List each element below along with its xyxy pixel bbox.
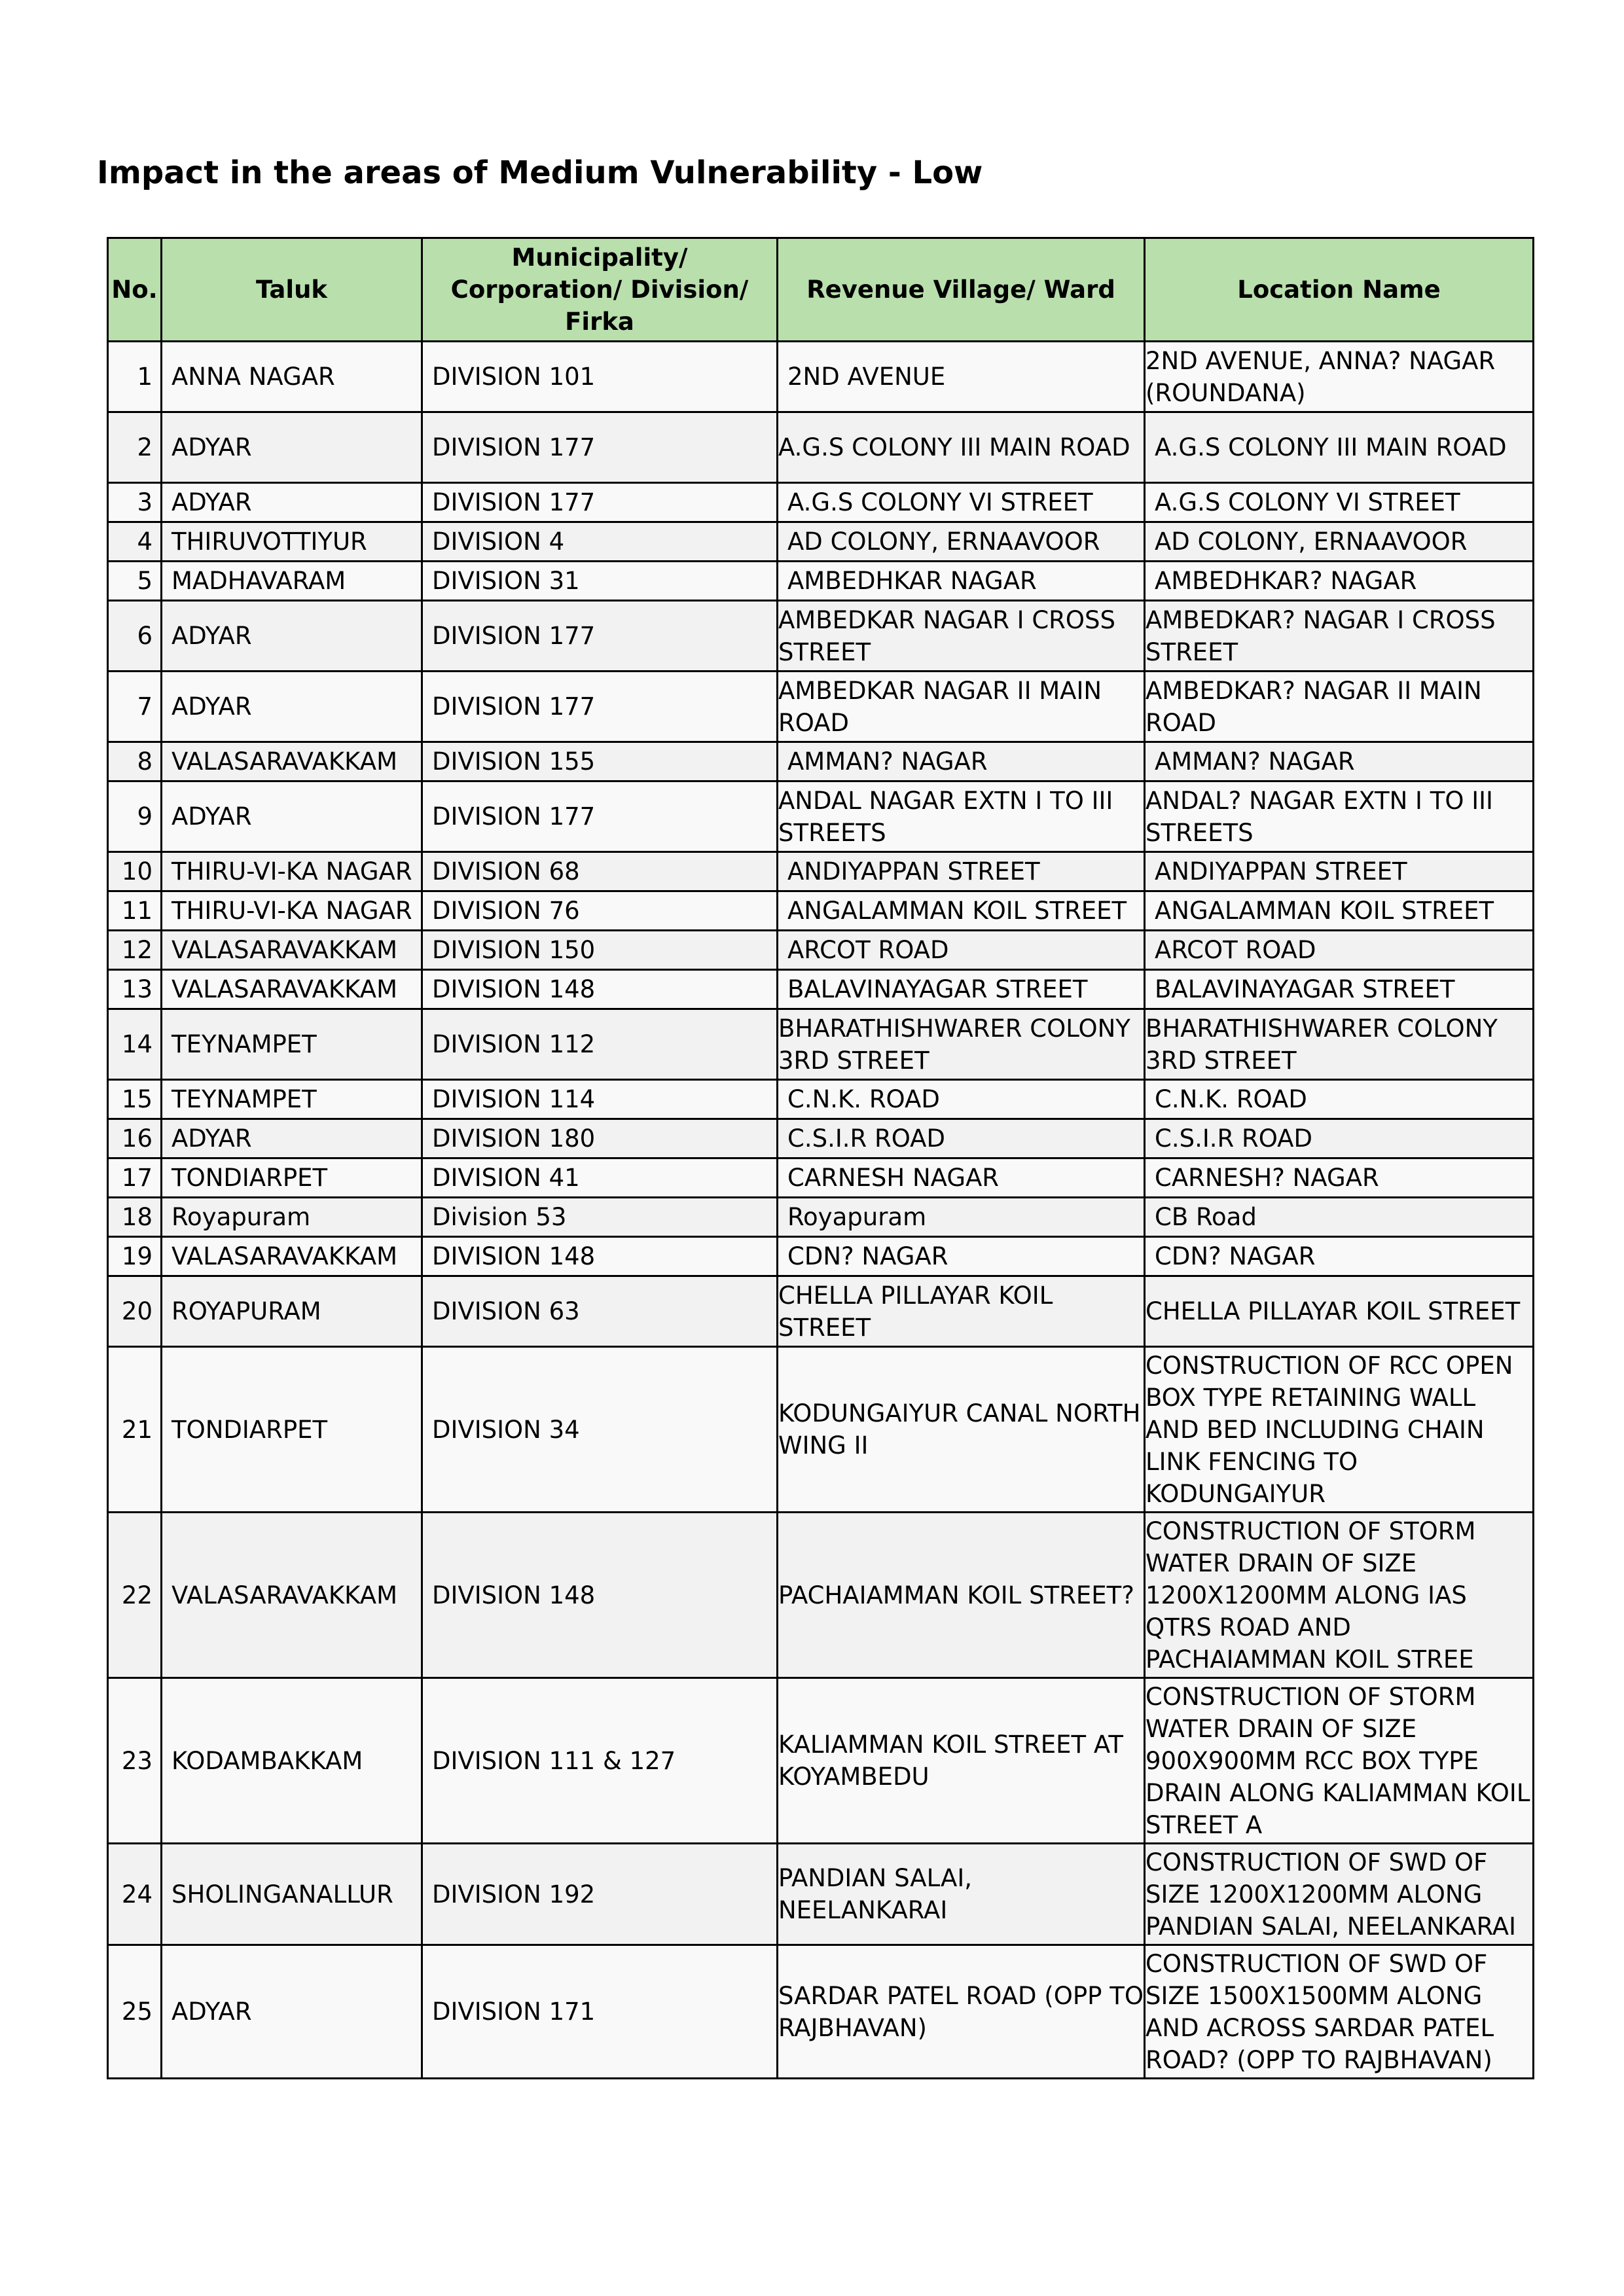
cell-division: DIVISION 155 [422, 742, 778, 781]
header-municipality: Municipality/ Corporation/ Division/ Firka [422, 238, 778, 342]
table-row [108, 412, 1534, 483]
header-no: No. [108, 238, 162, 342]
cell-revenue-village: KODUNGAIYUR CANAL NORTH WING II [778, 1347, 1145, 1513]
cell-division: DIVISION 111 & 127 [422, 1678, 778, 1844]
cell-revenue-village: ANGALAMMAN KOIL STREET [778, 891, 1145, 931]
cell-division: DIVISION 177 [422, 601, 778, 672]
cell-revenue-village: C.S.I.R ROAD [778, 1119, 1145, 1158]
cell-division: DIVISION 34 [422, 1347, 778, 1513]
page-title: Impact in the areas of Medium Vulnerability - Low [97, 154, 983, 191]
cell-revenue-village: ANDAL NAGAR EXTN I TO III STREETS [778, 781, 1145, 852]
cell-taluk: THIRUVOTTIYUR [162, 522, 422, 562]
cell-location-name: CONSTRUCTION OF STORM WATER DRAIN OF SIZE 900X900MM RCC BOX TYPE DRAIN ALONG KALIAMMAN KOIL STREET A [1145, 1678, 1534, 1844]
table-row [108, 1009, 1534, 1080]
cell-location-name: CHELLA PILLAYAR KOIL STREET [1145, 1276, 1534, 1347]
cell-revenue-village: ANDIYAPPAN STREET [778, 852, 1145, 891]
cell-taluk: KODAMBAKKAM [162, 1678, 422, 1844]
cell-location-name: AMBEDKAR? NAGAR II MAIN ROAD [1145, 672, 1534, 742]
cell-revenue-village: PANDIAN SALAI, NEELANKARAI [778, 1844, 1145, 1945]
cell-division: DIVISION 76 [422, 891, 778, 931]
cell-taluk: TONDIARPET [162, 1347, 422, 1513]
cell-revenue-village: 2ND AVENUE [778, 342, 1145, 412]
cell-division: Division 53 [422, 1198, 778, 1237]
cell-location-name: ANDAL? NAGAR EXTN I TO III STREETS [1145, 781, 1534, 852]
table-row [108, 1513, 1534, 1678]
cell-taluk: THIRU-VI-KA NAGAR [162, 852, 422, 891]
cell-location-name: AMBEDKAR? NAGAR I CROSS STREET [1145, 601, 1534, 672]
table-row [108, 1678, 1534, 1844]
cell-taluk: ADYAR [162, 412, 422, 483]
cell-no: 17 [108, 1158, 162, 1198]
cell-division: DIVISION 63 [422, 1276, 778, 1347]
cell-location-name: ANGALAMMAN KOIL STREET [1145, 891, 1534, 931]
table-row [108, 1347, 1534, 1513]
cell-taluk: ANNA NAGAR [162, 342, 422, 412]
header-revenue-village: Revenue Village/ Ward [778, 238, 1145, 342]
cell-taluk: ADYAR [162, 672, 422, 742]
cell-division: DIVISION 177 [422, 483, 778, 522]
vulnerability-table [107, 237, 1534, 2079]
table-row [108, 342, 1534, 412]
cell-no: 18 [108, 1198, 162, 1237]
cell-no: 4 [108, 522, 162, 562]
table-row [108, 1080, 1534, 1119]
cell-revenue-village: CARNESH NAGAR [778, 1158, 1145, 1198]
cell-revenue-village: AMMAN? NAGAR [778, 742, 1145, 781]
table-row [108, 1198, 1534, 1237]
cell-revenue-village: AMBEDKAR NAGAR II MAIN ROAD [778, 672, 1145, 742]
cell-location-name: C.N.K. ROAD [1145, 1080, 1534, 1119]
table-row [108, 931, 1534, 970]
cell-no: 20 [108, 1276, 162, 1347]
table-row [108, 742, 1534, 781]
cell-no: 22 [108, 1513, 162, 1678]
cell-no: 10 [108, 852, 162, 891]
cell-division: DIVISION 4 [422, 522, 778, 562]
cell-taluk: TEYNAMPET [162, 1080, 422, 1119]
cell-taluk: Royapuram [162, 1198, 422, 1237]
cell-revenue-village: KALIAMMAN KOIL STREET AT KOYAMBEDU [778, 1678, 1145, 1844]
cell-location-name: CARNESH? NAGAR [1145, 1158, 1534, 1198]
cell-revenue-village: A.G.S COLONY III MAIN ROAD [778, 412, 1145, 483]
table-row [108, 1158, 1534, 1198]
cell-location-name: ARCOT ROAD [1145, 931, 1534, 970]
cell-division: DIVISION 192 [422, 1844, 778, 1945]
header-location-name: Location Name [1145, 238, 1534, 342]
cell-no: 19 [108, 1237, 162, 1276]
table-row [108, 672, 1534, 742]
cell-revenue-village: BALAVINAYAGAR STREET [778, 970, 1145, 1009]
cell-no: 3 [108, 483, 162, 522]
cell-location-name: ANDIYAPPAN STREET [1145, 852, 1534, 891]
table-row [108, 852, 1534, 891]
cell-location-name: A.G.S COLONY VI STREET [1145, 483, 1534, 522]
cell-no: 25 [108, 1945, 162, 2079]
cell-taluk: VALASARAVAKKAM [162, 1513, 422, 1678]
cell-location-name: BALAVINAYAGAR STREET [1145, 970, 1534, 1009]
cell-division: DIVISION 148 [422, 970, 778, 1009]
cell-taluk: ADYAR [162, 483, 422, 522]
cell-division: DIVISION 31 [422, 562, 778, 601]
cell-revenue-village: CHELLA PILLAYAR KOIL STREET [778, 1276, 1145, 1347]
cell-taluk: ADYAR [162, 1119, 422, 1158]
cell-revenue-village: AMBEDKAR NAGAR I CROSS STREET [778, 601, 1145, 672]
cell-division: DIVISION 41 [422, 1158, 778, 1198]
cell-location-name: AMMAN? NAGAR [1145, 742, 1534, 781]
table-row [108, 562, 1534, 601]
cell-no: 12 [108, 931, 162, 970]
cell-location-name: BHARATHISHWARER COLONY 3RD STREET [1145, 1009, 1534, 1080]
table-body [108, 342, 1534, 2079]
cell-no: 21 [108, 1347, 162, 1513]
cell-taluk: TONDIARPET [162, 1158, 422, 1198]
cell-no: 11 [108, 891, 162, 931]
cell-location-name: AD COLONY, ERNAAVOOR [1145, 522, 1534, 562]
cell-taluk: VALASARAVAKKAM [162, 742, 422, 781]
cell-no: 1 [108, 342, 162, 412]
cell-taluk: ADYAR [162, 1945, 422, 2079]
cell-location-name: CONSTRUCTION OF SWD OF SIZE 1500X1500MM ALONG AND ACROSS SARDAR PATEL ROAD? (OPP TO RAJBHAVAN) [1145, 1945, 1534, 2079]
cell-revenue-village: Royapuram [778, 1198, 1145, 1237]
cell-revenue-village: CDN? NAGAR [778, 1237, 1145, 1276]
cell-revenue-village: SARDAR PATEL ROAD (OPP TO RAJBHAVAN) [778, 1945, 1145, 2079]
table-row [108, 1119, 1534, 1158]
header-taluk: Taluk [162, 238, 422, 342]
cell-location-name: CONSTRUCTION OF RCC OPEN BOX TYPE RETAINING WALL AND BED INCLUDING CHAIN LINK FENCING TO KODUNGAIYUR [1145, 1347, 1534, 1513]
table-row [108, 601, 1534, 672]
table-row [108, 1844, 1534, 1945]
cell-taluk: VALASARAVAKKAM [162, 1237, 422, 1276]
cell-division: DIVISION 177 [422, 412, 778, 483]
cell-no: 23 [108, 1678, 162, 1844]
cell-location-name: A.G.S COLONY III MAIN ROAD [1145, 412, 1534, 483]
cell-taluk: THIRU-VI-KA NAGAR [162, 891, 422, 931]
cell-location-name: 2ND AVENUE, ANNA? NAGAR (ROUNDANA) [1145, 342, 1534, 412]
cell-taluk: TEYNAMPET [162, 1009, 422, 1080]
table-row [108, 522, 1534, 562]
cell-division: DIVISION 68 [422, 852, 778, 891]
cell-taluk: VALASARAVAKKAM [162, 970, 422, 1009]
cell-no: 2 [108, 412, 162, 483]
table-row [108, 1945, 1534, 2079]
cell-location-name: CB Road [1145, 1198, 1534, 1237]
table-row [108, 1276, 1534, 1347]
cell-no: 7 [108, 672, 162, 742]
cell-no: 14 [108, 1009, 162, 1080]
cell-no: 13 [108, 970, 162, 1009]
cell-no: 15 [108, 1080, 162, 1119]
cell-division: DIVISION 180 [422, 1119, 778, 1158]
cell-no: 9 [108, 781, 162, 852]
table-row [108, 483, 1534, 522]
cell-revenue-village: AMBEDHKAR NAGAR [778, 562, 1145, 601]
cell-location-name: AMBEDHKAR? NAGAR [1145, 562, 1534, 601]
cell-location-name: CDN? NAGAR [1145, 1237, 1534, 1276]
cell-no: 6 [108, 601, 162, 672]
cell-no: 16 [108, 1119, 162, 1158]
cell-taluk: ROYAPURAM [162, 1276, 422, 1347]
cell-division: DIVISION 148 [422, 1237, 778, 1276]
cell-location-name: CONSTRUCTION OF STORM WATER DRAIN OF SIZE 1200X1200MM ALONG IAS QTRS ROAD AND PACHAIAMMAN KOIL STREE [1145, 1513, 1534, 1678]
cell-division: DIVISION 150 [422, 931, 778, 970]
cell-location-name: CONSTRUCTION OF SWD OF SIZE 1200X1200MM ALONG PANDIAN SALAI, NEELANKARAI [1145, 1844, 1534, 1945]
cell-revenue-village: AD COLONY, ERNAAVOOR [778, 522, 1145, 562]
cell-division: DIVISION 148 [422, 1513, 778, 1678]
table-row [108, 781, 1534, 852]
cell-taluk: VALASARAVAKKAM [162, 931, 422, 970]
cell-no: 5 [108, 562, 162, 601]
table-row [108, 891, 1534, 931]
cell-revenue-village: C.N.K. ROAD [778, 1080, 1145, 1119]
cell-revenue-village: PACHAIAMMAN KOIL STREET? [778, 1513, 1145, 1678]
cell-division: DIVISION 101 [422, 342, 778, 412]
cell-division: DIVISION 177 [422, 672, 778, 742]
cell-revenue-village: ARCOT ROAD [778, 931, 1145, 970]
cell-division: DIVISION 171 [422, 1945, 778, 2079]
cell-taluk: MADHAVARAM [162, 562, 422, 601]
table-header-row [108, 238, 1534, 342]
cell-no: 24 [108, 1844, 162, 1945]
cell-taluk: SHOLINGANALLUR [162, 1844, 422, 1945]
cell-revenue-village: BHARATHISHWARER COLONY 3RD STREET [778, 1009, 1145, 1080]
cell-taluk: ADYAR [162, 781, 422, 852]
cell-location-name: C.S.I.R ROAD [1145, 1119, 1534, 1158]
cell-division: DIVISION 114 [422, 1080, 778, 1119]
cell-revenue-village: A.G.S COLONY VI STREET [778, 483, 1145, 522]
cell-taluk: ADYAR [162, 601, 422, 672]
table-row [108, 970, 1534, 1009]
cell-division: DIVISION 112 [422, 1009, 778, 1080]
cell-division: DIVISION 177 [422, 781, 778, 852]
table-row [108, 1237, 1534, 1276]
cell-no: 8 [108, 742, 162, 781]
